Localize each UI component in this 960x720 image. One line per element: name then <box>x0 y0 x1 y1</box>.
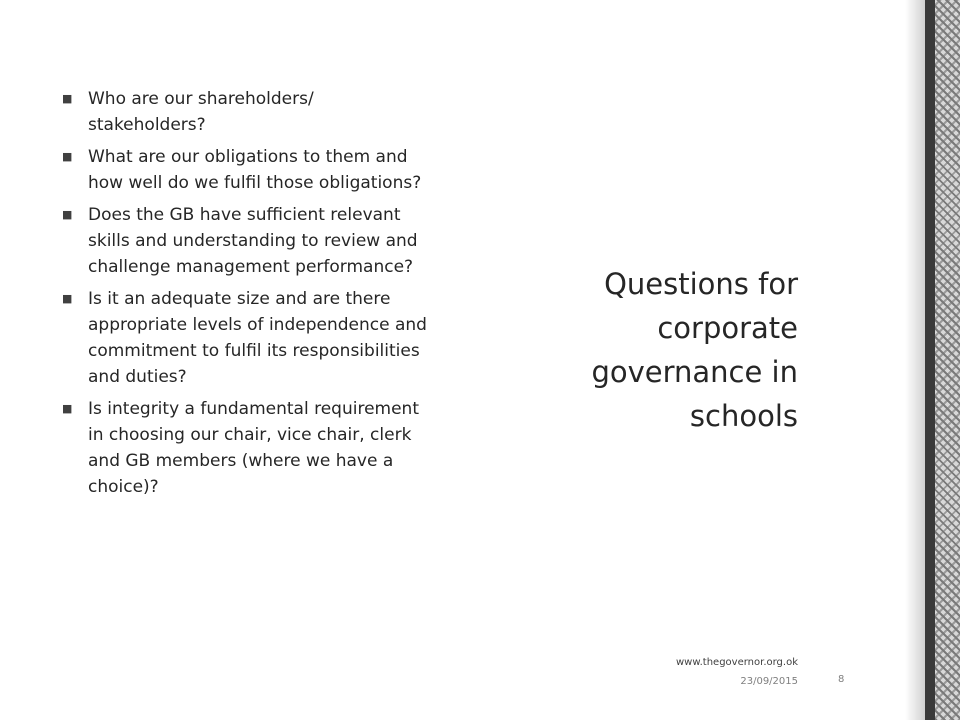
bullet-item <box>62 202 432 280</box>
bullet-text: Is it an adequate size and are there appropriate levels of independence and commitment to fulfil its responsibilities and duties? <box>88 289 427 387</box>
footer-url: www.thegovernor.org.ok <box>676 657 798 668</box>
bullet-item <box>62 86 432 138</box>
page-number: 8 <box>838 674 845 685</box>
bullet-item <box>62 286 432 390</box>
bullet-text: What are our obligations to them and how well do we fulfil those obligations? <box>88 147 422 193</box>
decorative-band-shadow <box>905 0 925 720</box>
square-bullet-icon: ■ <box>62 208 73 221</box>
bullet-text: Is integrity a fundamental requirement in choosing our chair, vice chair, clerk and GB members (where we have a choice)? <box>88 399 419 497</box>
square-bullet-icon: ■ <box>62 150 73 163</box>
decorative-band-pattern <box>935 0 960 720</box>
bullet-item <box>62 396 432 500</box>
decorative-band-dark <box>925 0 935 720</box>
bullet-list <box>62 86 432 506</box>
slide-title: Questions for corporate governance in schools <box>591 267 798 433</box>
bullet-item <box>62 144 432 196</box>
square-bullet-icon: ■ <box>62 402 73 415</box>
bullet-text: Who are our shareholders/ stakeholders? <box>88 89 314 135</box>
footer-date: 23/09/2015 <box>740 676 798 687</box>
square-bullet-icon: ■ <box>62 92 73 105</box>
square-bullet-icon: ■ <box>62 292 73 305</box>
bullet-text: Does the GB have sufficient relevant skills and understanding to review and challenge management performance? <box>88 205 418 277</box>
